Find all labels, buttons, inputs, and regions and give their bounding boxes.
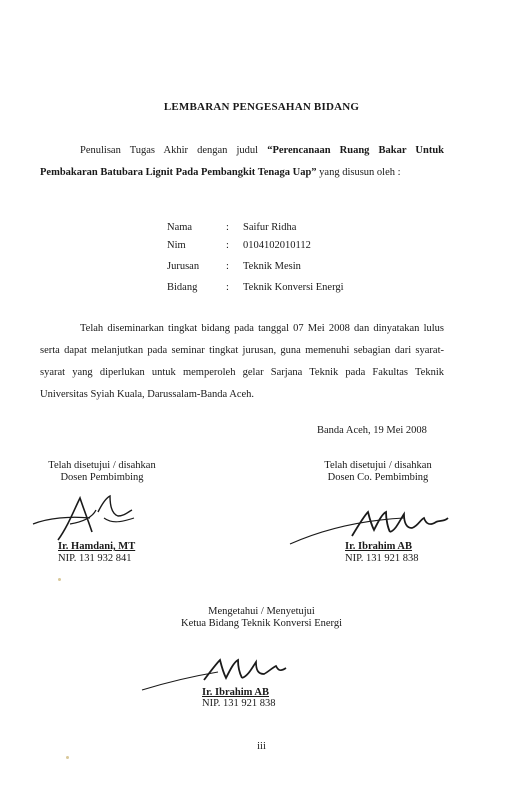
student-department-separator: :	[226, 261, 229, 272]
student-name-value: Saifur Ridha	[243, 222, 297, 233]
intro-paragraph	[40, 140, 444, 184]
right-approval-text: Telah disetujui / disahkan	[324, 460, 432, 471]
place-date: Banda Aceh, 19 Mei 2008	[317, 425, 427, 436]
body-paragraph	[40, 318, 444, 406]
right-signer-name: Ir. Ibrahim AB	[345, 541, 413, 552]
bottom-signer-nip: NIP. 131 921 838	[202, 698, 276, 709]
page-title: LEMBARAN PENGESAHAN BIDANG	[163, 101, 360, 113]
student-department-label: Jurusan	[167, 261, 200, 272]
bottom-role-text: Ketua Bidang Teknik Konversi Energi	[180, 618, 342, 629]
student-nim-label: Nim	[167, 240, 186, 251]
left-signer-nip: NIP. 131 932 841	[58, 553, 132, 564]
bottom-approval-text: Mengetahui / Menyetujui	[208, 606, 315, 617]
intro-lead: Penulisan Tugas Akhir dengan judul	[80, 145, 259, 156]
page-number: iii	[257, 741, 266, 752]
student-name-separator: :	[226, 222, 229, 233]
student-field-separator: :	[226, 282, 229, 293]
right-signer-nip: NIP. 131 921 838	[345, 553, 419, 564]
student-department-value: Teknik Mesin	[243, 261, 301, 272]
bottom-signer-name: Ir. Ibrahim AB	[202, 687, 270, 698]
paper-speck	[66, 756, 69, 759]
left-approval-text: Telah disetujui / disahkan	[48, 460, 156, 471]
student-field-label: Bidang	[167, 282, 198, 293]
body-text: Telah diseminarkan tingkat bidang pada tanggal 07 Mei 2008 dan dinyatakan lulus serta dapat melanjutkan pada seminar tingkat jurusan, guna memenuhi sebagian dari syarat-syarat yang diperlukan untuk memperoleh gelar Sarjana Teknik pada Fakultas Teknik Universitas Syiah Kuala, Darussalam-Banda Aceh.	[40, 323, 444, 400]
student-name-label: Nama	[167, 222, 193, 233]
student-nim-value: 0104102010112	[243, 240, 311, 251]
paper-speck	[58, 578, 61, 581]
student-nim-separator: :	[226, 240, 229, 251]
left-signature	[30, 488, 140, 544]
left-signer-name: Ir. Hamdani, MT	[58, 541, 136, 552]
thesis-title: “Perencanaan Ruang Bakar Untuk Pembakaran Batubara Lignit Pada Pembangkit Tenaga Uap”	[40, 145, 444, 178]
right-role-text: Dosen Co. Pembimbing	[327, 472, 429, 483]
intro-tail: yang disusun oleh :	[319, 167, 401, 178]
student-field-value: Teknik Konversi Energi	[243, 282, 344, 293]
left-role-text: Dosen Pembimbing	[60, 472, 144, 483]
